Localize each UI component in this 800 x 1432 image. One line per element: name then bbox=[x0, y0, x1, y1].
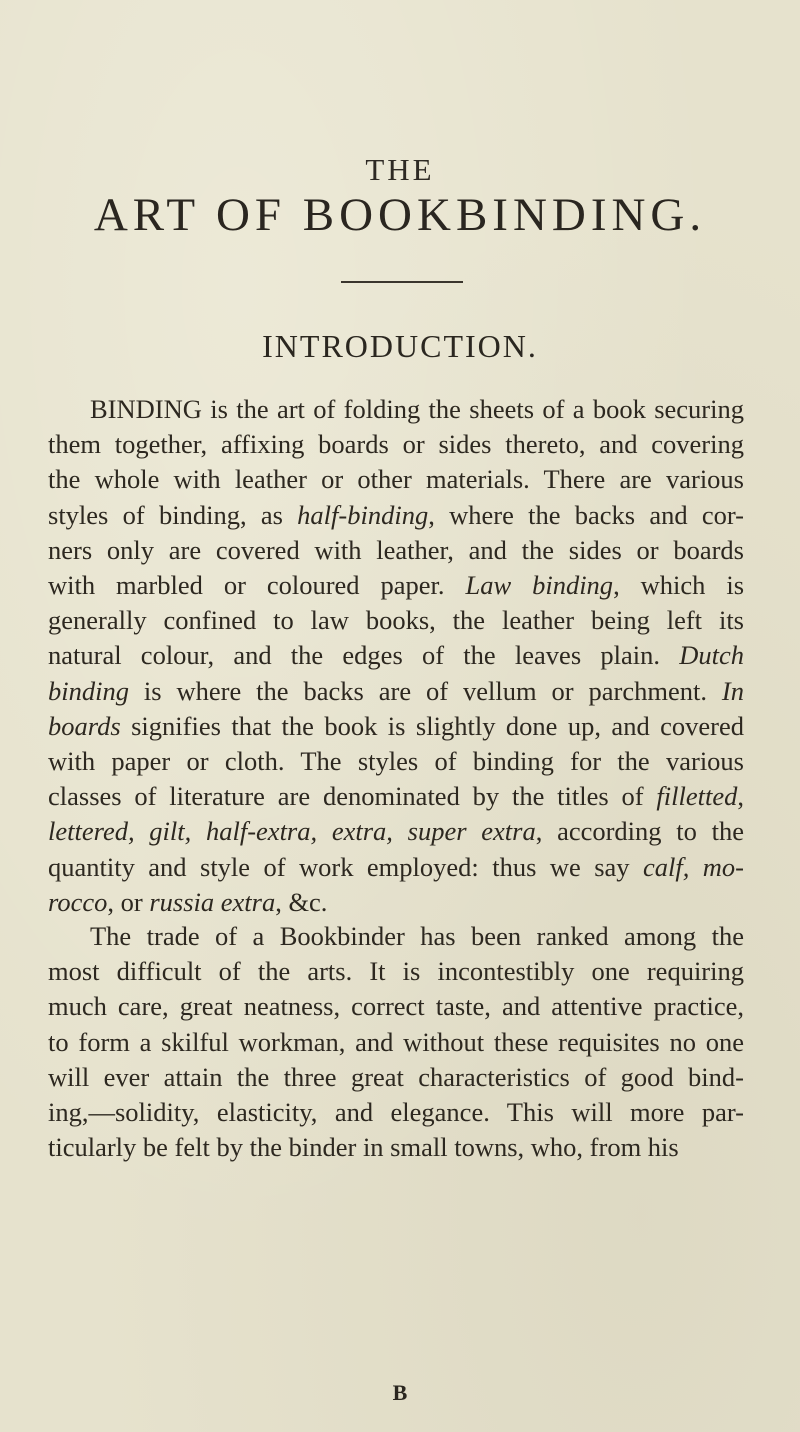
text-run: the whole with leather or other materials. There are various bbox=[48, 464, 744, 495]
text-run: quantity and style of work employed: thus we say bbox=[48, 851, 643, 882]
text-line bbox=[48, 779, 744, 814]
text-line bbox=[48, 744, 744, 779]
italic-text: In bbox=[721, 675, 744, 706]
text-run: most difficult of the arts. It is incontestibly one requiring bbox=[48, 956, 744, 987]
text-run: ticularly be felt by the binder in small towns, who, from his bbox=[48, 1132, 679, 1163]
italic-text: calf, mo- bbox=[642, 851, 744, 882]
italic-text: russia extra bbox=[149, 886, 276, 917]
italic-text: filletted bbox=[656, 781, 738, 812]
signature-mark: B bbox=[392, 1380, 408, 1405]
text-run: BINDING is the art of folding the sheets of a book securing bbox=[90, 394, 744, 424]
text-line bbox=[48, 462, 744, 497]
text-run: ing,—solidity, elasticity, and elegance. This will more par- bbox=[48, 1097, 744, 1128]
text-line bbox=[48, 427, 744, 462]
text-line bbox=[48, 603, 744, 638]
text-run: , according to the bbox=[535, 816, 744, 847]
text-line bbox=[48, 1025, 744, 1060]
italic-text: Dutch bbox=[679, 640, 744, 671]
text-line bbox=[48, 850, 744, 885]
text-line bbox=[48, 709, 744, 744]
text-line bbox=[48, 533, 744, 568]
text-run: to form a skilful workman, and without these requisites no one bbox=[48, 1026, 744, 1057]
text-run: ners only are covered with leather, and the sides or boards bbox=[48, 534, 744, 565]
italic-text: rocco bbox=[48, 886, 108, 917]
text-run: them together, affixing boards or sides thereto, and covering bbox=[48, 429, 744, 460]
text-run: generally confined to law books, the leather being left its bbox=[48, 605, 744, 636]
text-run: , where the backs and cor- bbox=[428, 499, 744, 530]
text-line bbox=[48, 1060, 744, 1095]
title-rule bbox=[341, 281, 463, 283]
text-line bbox=[48, 989, 744, 1024]
text-run: styles of binding, as bbox=[48, 499, 298, 530]
text-line bbox=[48, 638, 744, 673]
text-line bbox=[48, 1095, 744, 1130]
text-run: , which is bbox=[613, 570, 745, 601]
italic-text: boards bbox=[48, 710, 121, 741]
text-run: natural colour, and the edges of the leaves plain. bbox=[48, 640, 680, 671]
text-line bbox=[48, 498, 744, 533]
text-line bbox=[48, 568, 744, 603]
text-run: much care, great neatness, correct taste, and attentive practice, bbox=[48, 991, 744, 1022]
text-run: will ever attain the three great characteristics of good bind- bbox=[48, 1061, 744, 1092]
italic-text: lettered, gilt, half-extra, extra, super extra bbox=[48, 816, 536, 847]
italic-text: binding bbox=[48, 675, 129, 706]
text-run: , or bbox=[107, 886, 150, 917]
text-run: , bbox=[737, 781, 744, 812]
text-line bbox=[48, 919, 744, 954]
italic-text: half-binding bbox=[297, 499, 429, 530]
paragraph-2 bbox=[48, 919, 744, 1165]
text-line bbox=[48, 954, 744, 989]
text-run: The trade of a Bookbinder has been ranked among the bbox=[90, 921, 744, 951]
text-run: with marbled or coloured paper. bbox=[48, 570, 466, 601]
paragraph-1 bbox=[48, 392, 744, 920]
text-line bbox=[48, 814, 744, 849]
text-line bbox=[48, 885, 744, 920]
title-the: THE bbox=[365, 152, 435, 187]
text-run: signifies that the book is slightly done up, and covered bbox=[120, 710, 744, 741]
text-run: with paper or cloth. The styles of binding for the various bbox=[48, 746, 744, 777]
text-run: classes of literature are denominated by the titles of bbox=[48, 781, 657, 812]
text-run: is where the backs are of vellum or parchment. bbox=[128, 675, 722, 706]
italic-text: Law binding bbox=[465, 570, 614, 601]
text-run: , &c. bbox=[275, 886, 328, 917]
text-line bbox=[48, 674, 744, 709]
text-line bbox=[48, 392, 744, 427]
text-line bbox=[48, 1130, 744, 1165]
section-heading: INTRODUCTION. bbox=[262, 328, 538, 364]
book-title: ART OF BOOKBINDING. bbox=[93, 189, 707, 241]
